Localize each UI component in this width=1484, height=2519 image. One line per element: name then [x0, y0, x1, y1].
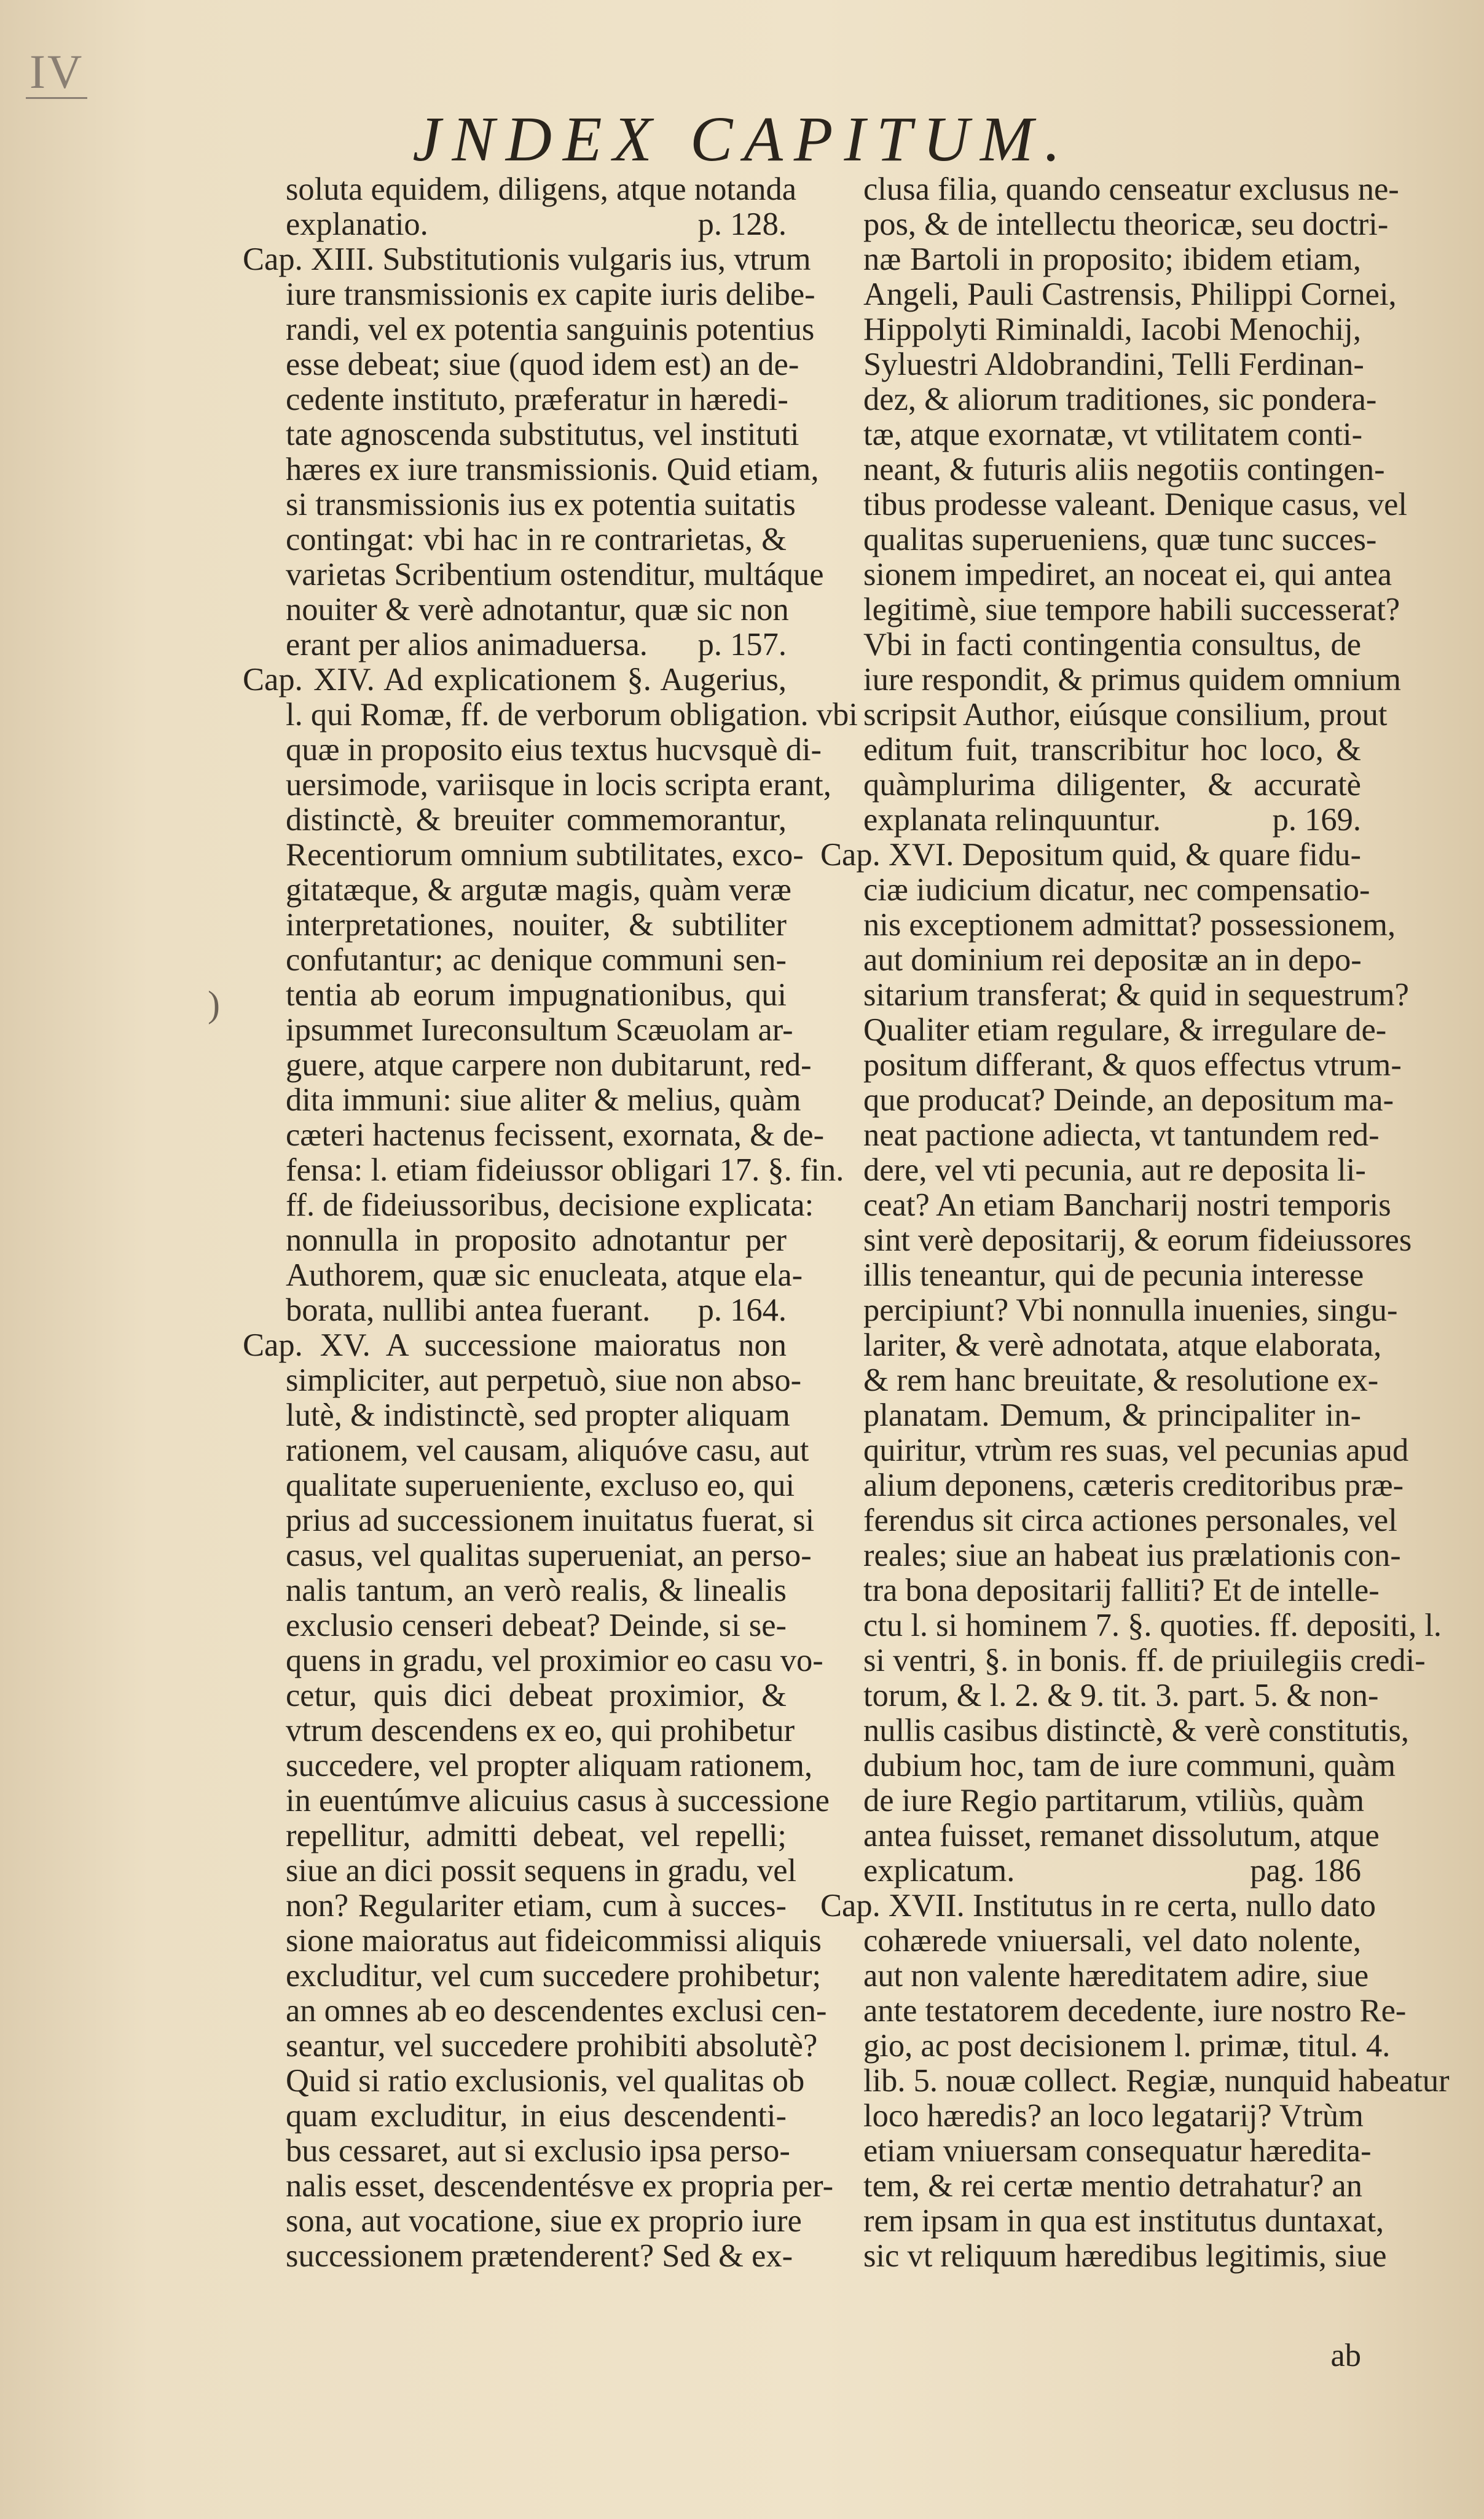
- text-line: lariter, & verè adnotata, atque elaborata,: [863, 1327, 1382, 1363]
- text-line: illis teneantur, qui de pecunia interesse: [863, 1257, 1364, 1293]
- text-line: contingat: vbi hac in re contrarietas, &: [286, 522, 787, 557]
- text-line: in euentúmve alicuius casus à successione: [286, 1783, 830, 1818]
- text-line: fensa: l. etiam fideiussor obligari 17. §. fin.: [286, 1152, 844, 1188]
- page-title: JNDEX CAPITUM.: [412, 104, 1072, 175]
- text-line: nalis tantum, an verò realis, & linealis: [286, 1573, 787, 1608]
- text-line: aut dominium rei depositæ an in depo-: [863, 942, 1362, 978]
- text-line: ferendus sit circa actiones personales, vel: [863, 1503, 1397, 1538]
- text-line: exclusio censeri debeat? Deinde, si se-: [286, 1608, 787, 1643]
- text-line: esse debeat; siue (quod idem est) an de-: [286, 347, 799, 382]
- text-line: clusa filia, quando censeatur exclusus ne-: [863, 171, 1399, 207]
- text-line: & rem hanc breuitate, & resolutione ex-: [863, 1362, 1379, 1398]
- text-line: ctu l. si hominem 7. §. quoties. ff. depositi, l.: [863, 1608, 1442, 1643]
- chapter-entry: [820, 837, 1442, 1888]
- text-line: legitimè, siue tempore habili successerat?: [863, 592, 1400, 627]
- text-line: quiritur, vtrùm res suas, vel pecunias apud: [863, 1432, 1409, 1468]
- text-line: repellitur, admitti debeat, vel repelli;: [286, 1818, 787, 1853]
- text-line: Cap. XVII. Institutus in re certa, nullo dato: [820, 1888, 1376, 1924]
- text-line: Cap. XIV. Ad explicationem §. Augerius,: [243, 662, 787, 698]
- text-line: aut non valente hæreditatem adire, siue: [863, 1958, 1369, 1994]
- text-line: quàmplurima diligenter, & accuratè: [863, 767, 1361, 803]
- text-line: hæres ex iure transmissionis. Quid etiam,: [286, 452, 819, 487]
- text-line: næ Bartoli in proposito; ibidem etiam,: [863, 242, 1361, 277]
- text-line: uersimode, variisque in locis scripta erant,: [286, 767, 831, 803]
- text-line: Qualiter etiam regulare, & irregulare de-: [863, 1012, 1387, 1048]
- text-line: sitarium transferat; & quid in sequestrum?: [863, 977, 1409, 1013]
- text-line: planatam. Demum, & principaliter in-: [863, 1397, 1361, 1433]
- text-line: Syluestri Aldobrandini, Telli Ferdinan-: [863, 347, 1364, 382]
- text-line: sic vt reliquum hæredibus legitimis, siue: [863, 2238, 1387, 2274]
- text-line: distinctè, & breuiter commemorantur,: [286, 802, 787, 838]
- text-line: Cap. XIII. Substitutionis vulgaris ius, vtrum: [243, 242, 811, 277]
- text-line: seantur, vel succedere prohibiti absolutè?: [286, 2028, 818, 2064]
- text-line: tra bona depositarij falliti? Et de intelle-: [863, 1573, 1380, 1608]
- text-line: quens in gradu, vel proximior eo casu vo-: [286, 1643, 823, 1678]
- text-line: ceat? An etiam Bancharij nostri temporis: [863, 1187, 1391, 1223]
- chapter-entry: [243, 662, 858, 1328]
- chapter-entry: [243, 1327, 834, 2274]
- text-line: rem ipsam in qua est institutus duntaxat,: [863, 2203, 1384, 2239]
- text-line: loco hæredis? an loco legatarij? Vtrùm: [863, 2098, 1364, 2134]
- text-line: varietas Scribentium ostenditur, multáque: [286, 557, 824, 592]
- text-line: nullis casibus distinctè, & verè constitutis,: [863, 1713, 1410, 1748]
- text-line: ipsummet Iureconsultum Scæuolam ar-: [286, 1012, 793, 1048]
- text-line: successionem prætenderent? Sed & ex-: [286, 2238, 793, 2274]
- text-line: ante testatorem decedente, iure nostro Re-: [863, 1993, 1407, 2029]
- text-line: casus, vel qualitas superueniat, an perso-: [286, 1538, 812, 1573]
- text-line: an omnes ab eo descendentes exclusi cen-: [286, 1993, 827, 2029]
- text-line: prius ad successionem inuitatus fuerat, si: [286, 1503, 815, 1538]
- text-line: gio, ac post decisionem l. primæ, titul. 4.: [863, 2028, 1391, 2064]
- continued-text: [820, 171, 1407, 838]
- left-column: [243, 171, 858, 2274]
- text-line: non? Regulariter etiam, cum à succes-: [286, 1888, 787, 1924]
- text-line: explanatio. p. 128.: [286, 206, 787, 242]
- text-line: scripsit Author, eiúsque consilium, prout: [863, 697, 1388, 733]
- text-line: dubium hoc, tam de iure communi, quàm: [863, 1748, 1396, 1783]
- text-line: nis exceptionem admittat? possessionem,: [863, 907, 1396, 943]
- catchword: ab: [1330, 2338, 1361, 2373]
- text-line: Cap. XV. A successione maioratus non: [243, 1327, 787, 1363]
- text-line: Recentiorum omnium subtilitates, exco-: [286, 837, 804, 873]
- text-line: dez, & aliorum traditiones, sic pondera-: [863, 382, 1377, 417]
- text-line: soluta equidem, diligens, atque notanda: [286, 171, 797, 207]
- text-line: explanata relinquuntur. p. 169.: [863, 802, 1361, 838]
- text-line: confutantur; ac denique communi sen-: [286, 942, 787, 978]
- text-line: ff. de fideiussoribus, decisione explicata:: [286, 1187, 814, 1223]
- text-line: rationem, vel causam, aliquóve casu, aut: [286, 1432, 809, 1468]
- text-line: pos, & de intellectu theoricæ, seu doctri-: [863, 206, 1389, 242]
- text-line: ciæ iudicium dicatur, nec compensatio-: [863, 872, 1370, 908]
- text-line: nonnulla in proposito adnotantur per: [286, 1222, 787, 1258]
- text-line: iure respondit, & primus quidem omnium: [863, 662, 1401, 698]
- text-line: cæteri hactenus fecissent, exornata, & de-: [286, 1117, 825, 1153]
- text-line: alium deponens, cæteris creditoribus præ-: [863, 1468, 1404, 1503]
- text-line: neat pactione adiecta, vt tantundem red-: [863, 1117, 1380, 1153]
- text-line: cetur, quis dici debeat proximior, &: [286, 1678, 787, 1713]
- text-line: erant per alios animaduersa. p. 157.: [286, 627, 787, 662]
- catchword-wrap: [820, 2338, 1361, 2373]
- chapter-entry: [243, 242, 824, 662]
- text-line: editum fuit, transcribitur hoc loco, &: [863, 732, 1361, 768]
- text-line: tibus prodesse valeant. Denique casus, vel: [863, 487, 1407, 522]
- text-line: positum differant, & quos effectus vtrum-: [863, 1047, 1402, 1083]
- text-line: guere, atque carpere non dubitarunt, red-: [286, 1047, 812, 1083]
- text-line: bus cessaret, aut si exclusio ipsa perso-: [286, 2133, 790, 2169]
- text-line: etiam vniuersam consequatur hæredita-: [863, 2133, 1372, 2169]
- folio-number: IV: [26, 48, 87, 99]
- text-line: nalis esset, descendentésve ex propria per-: [286, 2168, 834, 2204]
- text-line: simpliciter, aut perpetuò, siue non abso-: [286, 1362, 802, 1398]
- text-line: succedere, vel propter aliquam rationem,: [286, 1748, 813, 1783]
- text-line: tem, & rei certæ mentio detrahatur? an: [863, 2168, 1362, 2204]
- text-line: iure transmissionis ex capite iuris delibe-: [286, 277, 815, 312]
- text-line: explicatum. pag. 186: [863, 1853, 1361, 1888]
- text-line: percipiunt? Vbi nonnulla inuenies, singu-: [863, 1292, 1398, 1328]
- text-line: torum, & l. 2. & 9. tit. 3. part. 5. & non-: [863, 1678, 1379, 1713]
- text-line: Vbi in facti contingentia consultus, de: [863, 627, 1361, 662]
- text-line: lutè, & indistinctè, sed propter aliquam: [286, 1397, 790, 1433]
- text-line: cedente instituto, præferatur in hæredi-: [286, 382, 788, 417]
- text-line: qualitas superueniens, quæ tunc succes-: [863, 522, 1377, 557]
- text-line: quæ in proposito eius textus hucvsquè di-: [286, 732, 822, 768]
- text-line: interpretationes, nouiter, & subtiliter: [286, 907, 787, 943]
- chapter-entry: [820, 1888, 1450, 2274]
- text-line: Quid si ratio exclusionis, vel qualitas ob: [286, 2063, 805, 2099]
- text-line: excluditur, vel cum succedere prohibetur;: [286, 1958, 822, 1994]
- text-line: Cap. XVI. Depositum quid, & quare fidu-: [820, 837, 1361, 873]
- text-line: si transmissionis ius ex potentia suitatis: [286, 487, 796, 522]
- text-line: Angeli, Pauli Castrensis, Philippi Cornei,: [863, 277, 1397, 312]
- text-line: dere, vel vti pecunia, aut re deposita li-: [863, 1152, 1366, 1188]
- text-line: sint verè depositarij, & eorum fideiussores: [863, 1222, 1412, 1258]
- text-line: que producat? Deinde, an depositum ma-: [863, 1082, 1394, 1118]
- text-line: vtrum descendens ex eo, qui prohibetur: [286, 1713, 795, 1748]
- text-line: Authorem, quæ sic enucleata, atque ela-: [286, 1257, 803, 1293]
- text-line: l. qui Romæ, ff. de verborum obligation. vbi: [286, 697, 858, 733]
- text-line: nouiter & verè adnotantur, quæ sic non: [286, 592, 789, 627]
- text-line: sione maioratus aut fideicommissi aliquis: [286, 1923, 822, 1959]
- text-line: lib. 5. nouæ collect. Regiæ, nunquid habeatur: [863, 2063, 1450, 2099]
- text-line: de iure Regio partitarum, vtiliùs, quàm: [863, 1783, 1365, 1818]
- text-line: cohærede vniuersali, vel dato nolente,: [863, 1923, 1361, 1959]
- text-line: randi, vel ex potentia sanguinis potentius: [286, 312, 815, 347]
- text-line: Hippolyti Riminaldi, Iacobi Menochij,: [863, 312, 1361, 347]
- text-line: tate agnoscenda substitutus, vel instituti: [286, 417, 799, 452]
- text-line: quam excluditur, in eius descendenti-: [286, 2098, 787, 2134]
- margin-mark: ): [208, 984, 220, 1024]
- continued-text: [243, 171, 797, 242]
- right-column: [820, 171, 1450, 2274]
- text-line: dita immuni: siue aliter & melius, quàm: [286, 1082, 801, 1118]
- text-line: tentia ab eorum impugnationibus, qui: [286, 977, 787, 1013]
- text-line: si ventri, §. in bonis. ff. de priuilegiis credi-: [863, 1643, 1426, 1678]
- text-line: tæ, atque exornatæ, vt vtilitatem conti-: [863, 417, 1363, 452]
- text-line: sionem impediret, an noceat ei, qui antea: [863, 557, 1392, 592]
- text-line: neant, & futuris aliis negotiis contingen-: [863, 452, 1385, 487]
- text-line: borata, nullibi antea fuerant. p. 164.: [286, 1292, 787, 1328]
- text-line: reales; siue an habeat ius prælationis con-: [863, 1538, 1401, 1573]
- text-line: sona, aut vocatione, siue ex proprio iure: [286, 2203, 802, 2239]
- text-line: qualitate superueniente, excluso eo, qui: [286, 1468, 795, 1503]
- text-line: gitatæque, & argutæ magis, quàm veræ: [286, 872, 791, 908]
- text-line: antea fuisset, remanet dissolutum, atque: [863, 1818, 1380, 1853]
- text-line: siue an dici possit sequens in gradu, vel: [286, 1853, 797, 1888]
